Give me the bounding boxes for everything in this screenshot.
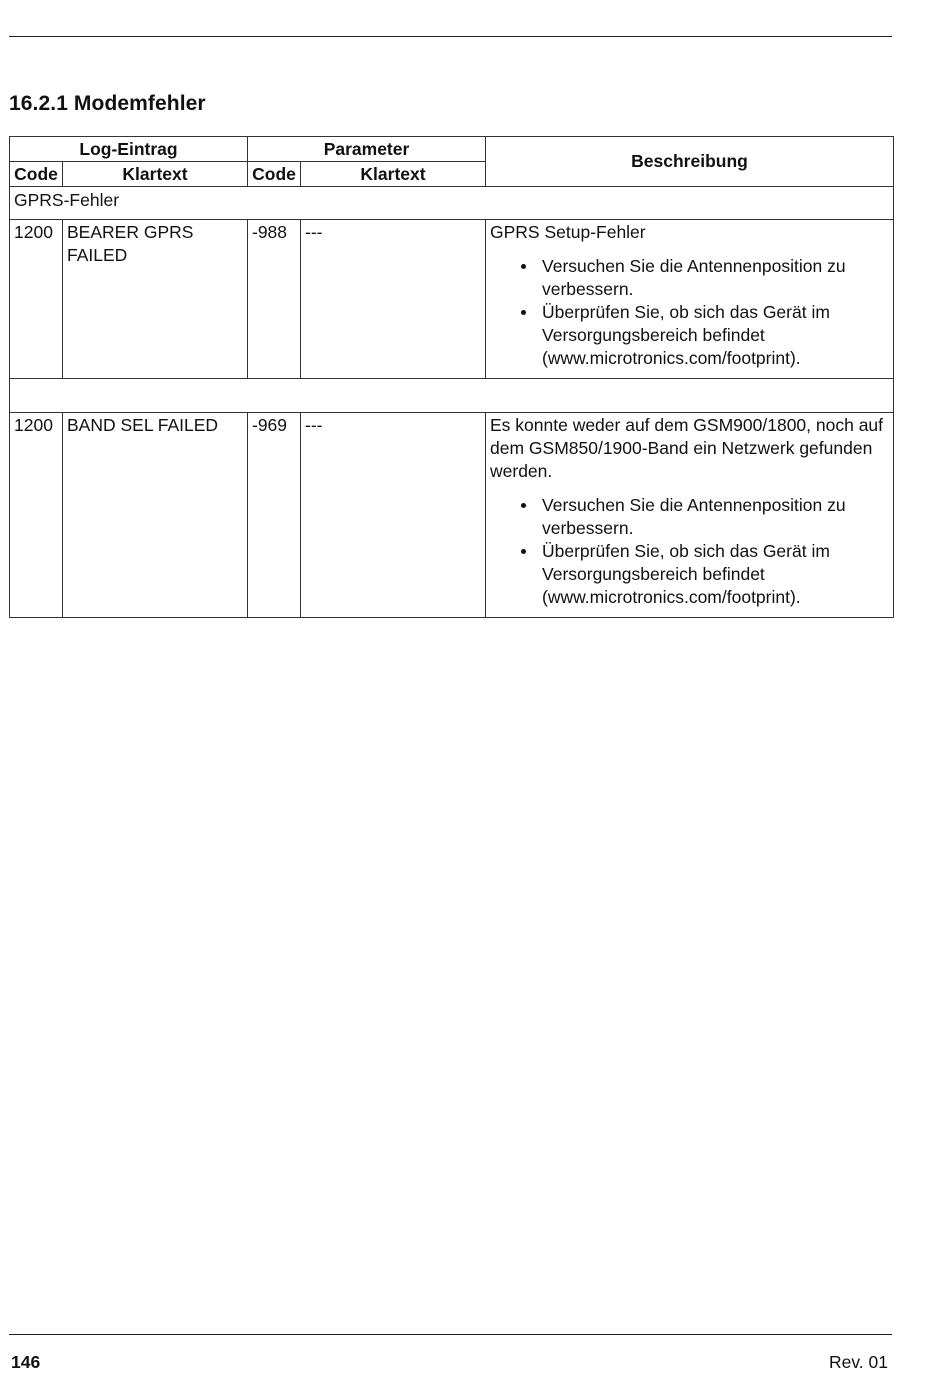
header-log-text: Klartext: [63, 162, 248, 187]
group-row-gprs: [10, 187, 894, 220]
group-row-empty: [10, 379, 894, 413]
description-text: Es konnte weder auf dem GSM900/1800, noch auf dem GSM850/1900-Band ein Netzwerk gefunden werden.: [490, 415, 884, 481]
table-header-row-1: [10, 137, 894, 162]
hint-text: Überprüfen Sie, ob sich das Gerät im Versorgungsbereich befindet (www.microtronics.com/footprint).: [542, 302, 830, 368]
footer-rule: [9, 1334, 892, 1335]
revision-label: Rev. 01: [828, 1352, 888, 1372]
header-parameter: Parameter: [248, 137, 486, 162]
bullet-dot-icon: [521, 264, 526, 269]
modem-error-table: [9, 136, 894, 618]
log-code-cell: 1200: [10, 413, 63, 618]
description-text: GPRS Setup-Fehler: [490, 222, 646, 242]
hint-list: [490, 255, 889, 370]
header-rule: [9, 36, 892, 37]
list-item: [542, 540, 889, 609]
log-text-cell: BAND SEL FAILED: [63, 413, 248, 618]
page-number: 146: [11, 1352, 41, 1372]
header-log-code: Code: [10, 162, 63, 187]
param-text-cell: ---: [301, 413, 486, 618]
log-text-cell: BEARER GPRS FAILED: [63, 220, 248, 379]
list-item: [542, 494, 889, 540]
description-cell: [486, 220, 894, 379]
group-label-gprs: GPRS-Fehler: [10, 187, 894, 220]
param-text-cell: ---: [301, 220, 486, 379]
header-param-code: Code: [248, 162, 301, 187]
table-row: [10, 220, 894, 379]
table-row: [10, 413, 894, 618]
log-code-cell: 1200: [10, 220, 63, 379]
hint-text: Überprüfen Sie, ob sich das Gerät im Versorgungsbereich befindet (www.microtronics.com/footprint).: [542, 541, 830, 607]
bullet-dot-icon: [521, 310, 526, 315]
list-item: [542, 255, 889, 301]
hint-text: Versuchen Sie die Antennenposition zu verbessern.: [542, 495, 846, 538]
hint-text: Versuchen Sie die Antennenposition zu verbessern.: [542, 256, 846, 299]
header-description: Beschreibung: [486, 137, 894, 187]
section-heading: 16.2.1 Modemfehler: [9, 92, 206, 115]
description-cell: [486, 413, 894, 618]
header-log-entry: Log-Eintrag: [10, 137, 248, 162]
list-item: [542, 301, 889, 370]
hint-list: [490, 494, 889, 609]
param-code-cell: -969: [248, 413, 301, 618]
bullet-dot-icon: [521, 503, 526, 508]
group-label-empty: [10, 379, 894, 413]
header-param-text: Klartext: [301, 162, 486, 187]
bullet-dot-icon: [521, 549, 526, 554]
param-code-cell: -988: [248, 220, 301, 379]
